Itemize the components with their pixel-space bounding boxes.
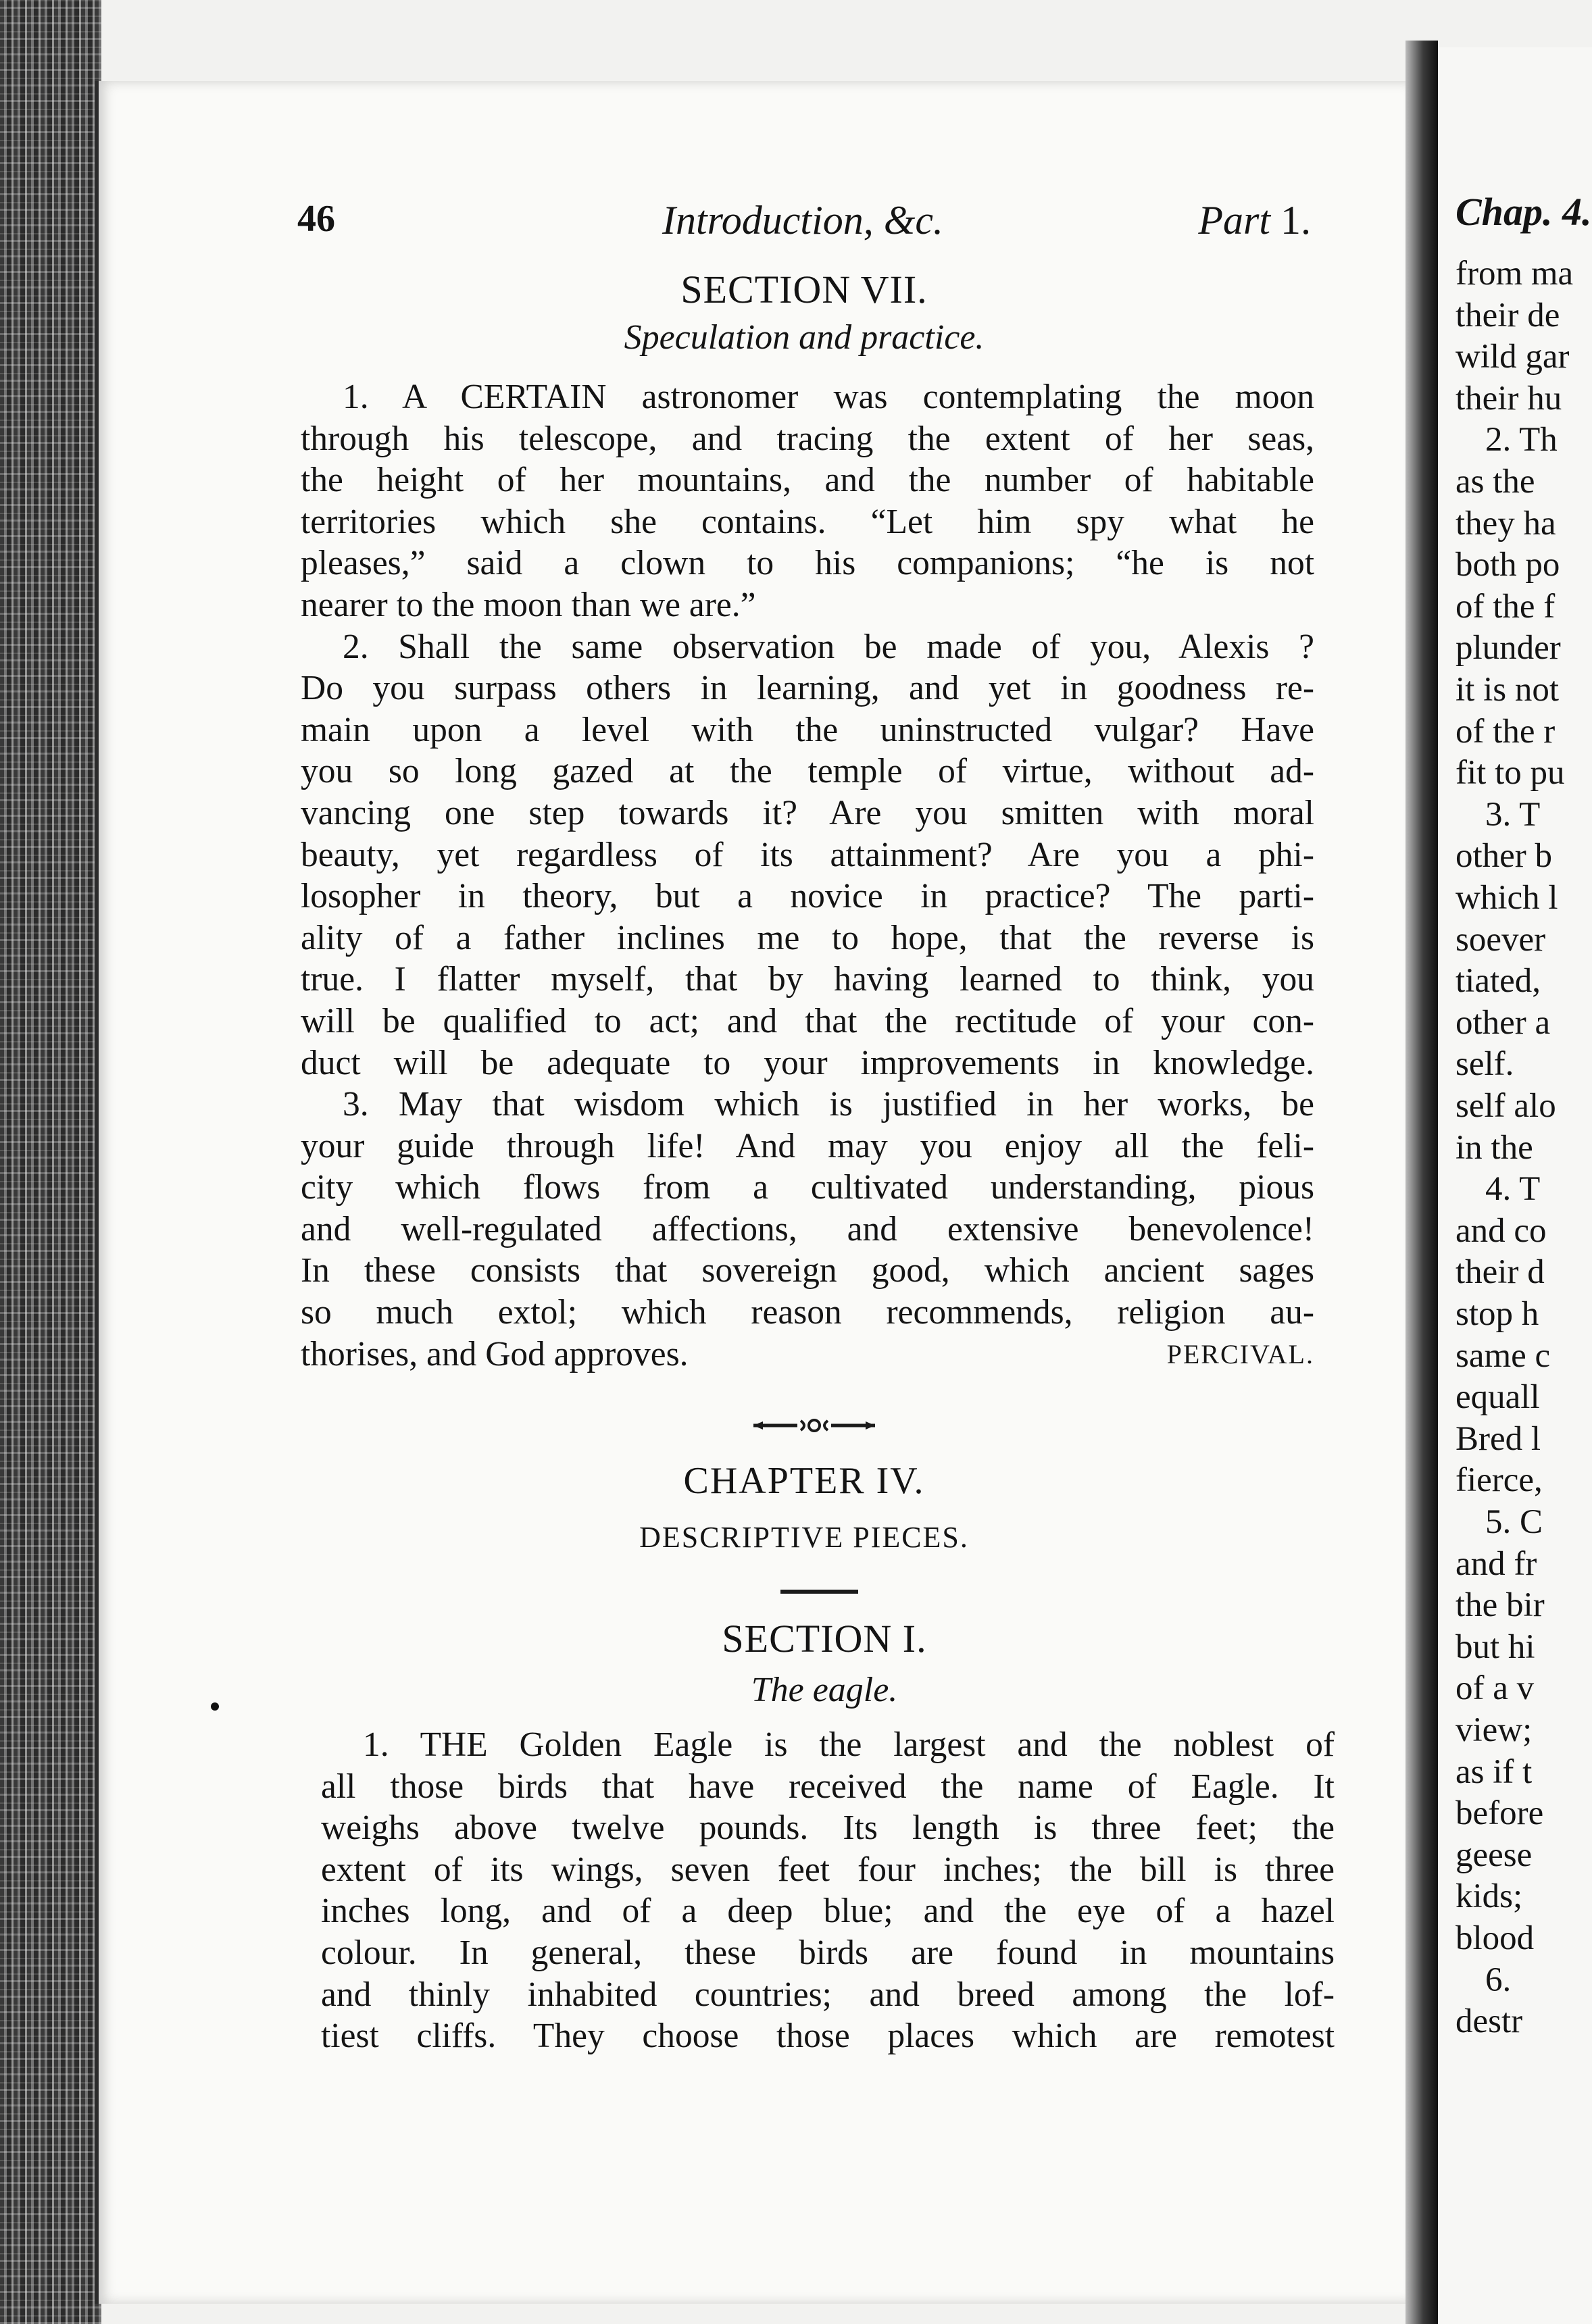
text-line: ality of a father inclines me to hope, that the reverse is [301,918,1314,957]
text-line: In these consists that sovereign good, which ancient sages [301,1251,1314,1290]
facing-text-line: other b [1456,837,1553,876]
part-label: Part [1198,198,1270,243]
text-line: vancing one step towards it? Are you smitten with moral [301,793,1314,832]
text-line: inches long, and of a deep blue; and the eye of a hazel [321,1892,1335,1931]
facing-text-line: their d [1456,1253,1545,1292]
text-line: will be qualified to act; and that the rectitude of your con- [301,1001,1314,1040]
text-line: you so long gazed at the temple of virtue, without ad- [301,752,1314,791]
facing-text-line: fierce, [1456,1461,1543,1500]
text-line: nearer to the moon than we are.” [301,585,756,624]
facing-text-line: destr [1456,2002,1523,2041]
facing-page-running-head: Chap. 4. [1456,190,1592,234]
facing-text-line: but hi [1456,1627,1535,1666]
facing-text-line: stop h [1456,1295,1539,1333]
text-line: pleases,” said a clown to his companions; “he is not [301,544,1314,583]
text-line: 2. Shall the same observation be made of you, Alexis ? [343,627,1314,666]
running-part [1198,197,1311,244]
text-line: colour. In general, these birds are found in mountains [321,1933,1335,1972]
facing-text-line: other a [1456,1003,1551,1042]
section-i-heading: SECTION I. [722,1617,927,1661]
facing-text-line: geese [1456,1836,1533,1874]
page-number: 46 [297,198,335,240]
text-line: city which flows from a cultivated understanding, pious [301,1168,1314,1207]
facing-text-line: from ma [1456,255,1574,293]
facing-text-line: of the f [1456,587,1556,626]
text-line: beauty, yet regardless of its attainment? Are you a phi- [301,835,1314,874]
text-line: your guide through life! And may you enjoy all the feli- [301,1126,1314,1165]
text-line: all those birds that have received the name of Eagle. It [321,1767,1335,1806]
text-line-content: thorises, and God approves. [301,1334,689,1373]
section-vii-heading: SECTION VII. [680,268,928,311]
text-line: duct will be adequate to your improvements in knowledge. [301,1043,1314,1082]
facing-text-line: 3. T [1485,795,1541,834]
chapter-heading: CHAPTER IV. [683,1460,925,1502]
facing-page-fragment [1438,47,1592,2324]
facing-text-line: they ha [1456,504,1556,542]
text-line: 1. A CERTAIN astronomer was contemplating the moon [343,378,1314,416]
facing-text-line: as if t [1456,1752,1533,1791]
text-line: losopher in theory, but a novice in practice? The parti- [301,877,1314,916]
facing-text-line: it is not [1456,671,1560,709]
text-line: and well-regulated affections, and extensive benevolence! [301,1209,1314,1248]
facing-text-line: self alo [1456,1087,1556,1125]
text-line: true. I flatter myself, that by having learned to think, you [301,960,1314,999]
facing-text-line: fit to pu [1456,754,1565,792]
section-i-body [321,1724,1335,2057]
facing-text-line: both po [1456,546,1560,584]
facing-text-line: equall [1456,1378,1540,1417]
section-vii-subtitle: Speculation and practice. [624,318,985,357]
facing-text-line: of a v [1456,1669,1535,1708]
facing-text-line: which l [1456,879,1558,917]
author-signature: PERCIVAL. [1166,1338,1314,1369]
facing-text-line: 2. Th [1485,421,1558,459]
facing-text-line: plunder [1456,629,1561,667]
part-number: 1. [1280,198,1311,243]
section-vii-body [301,376,1314,1375]
facing-text-line: kids; [1456,1877,1523,1916]
text-line: the height of her mountains, and the number of habitable [301,461,1314,500]
facing-text-line: blood [1456,1919,1535,1957]
facing-text-line: in the [1456,1128,1533,1167]
text-line: main upon a level with the uninstructed vulgar? Have [301,710,1314,749]
ink-speck [211,1702,219,1711]
facing-text-line: before [1456,1794,1544,1833]
facing-text-line: 4. T [1485,1170,1541,1209]
facing-text-line: their hu [1456,379,1562,418]
running-title: Introduction, &c. [662,198,944,243]
facing-text-line: the bir [1456,1586,1545,1625]
chapter-subtitle: DESCRIPTIVE PIECES. [639,1521,969,1554]
running-head [297,197,1311,245]
facing-text-line: and fr [1456,1544,1537,1583]
text-line: Do you surpass others in learning, and yet in goodness re- [301,669,1314,708]
text-line: 1. THE Golden Eagle is the largest and the noblest of [363,1725,1335,1764]
book-binding-edge [0,0,101,2324]
facing-text-line: their de [1456,296,1560,334]
text-line: 3. May that wisdom which is justified in her works, be [343,1085,1314,1124]
facing-text-line: same c [1456,1336,1551,1375]
text-line: territories which she contains. “Let him spy what he [301,502,1314,541]
text-line: through his telescope, and tracing the extent of her seas, [301,419,1314,458]
text-line [301,1334,1314,1375]
text-line: weighs above twelve pounds. Its length is three feet; the [321,1809,1335,1848]
facing-text-line: 5. C [1485,1503,1543,1541]
facing-text-line: as the [1456,463,1535,501]
facing-text-line: 6. [1485,1961,1512,1999]
facing-text-line: Bred l [1456,1419,1541,1458]
facing-text-line: self. [1456,1045,1514,1084]
page-gutter [1406,41,1438,2324]
decorative-ornament [753,1415,875,1436]
text-line: and thinly inhabited countries; and breed among the lof- [321,1975,1335,2014]
facing-text-line: soever [1456,920,1546,959]
text-line: so much extol; which reason recommends, religion au- [301,1293,1314,1332]
section-divider-rule [780,1590,858,1594]
facing-text-line: and co [1456,1211,1547,1250]
section-i-subtitle: The eagle. [751,1671,898,1709]
facing-text-line: of the r [1456,712,1556,751]
facing-text-line: view; [1456,1711,1533,1749]
facing-text-line: tiated, [1456,962,1541,1001]
text-line: extent of its wings, seven feet four inches; the bill is three [321,1850,1335,1889]
text-line: tiest cliffs. They choose those places which are remotest [321,2017,1335,2056]
facing-text-line: wild gar [1456,338,1570,376]
